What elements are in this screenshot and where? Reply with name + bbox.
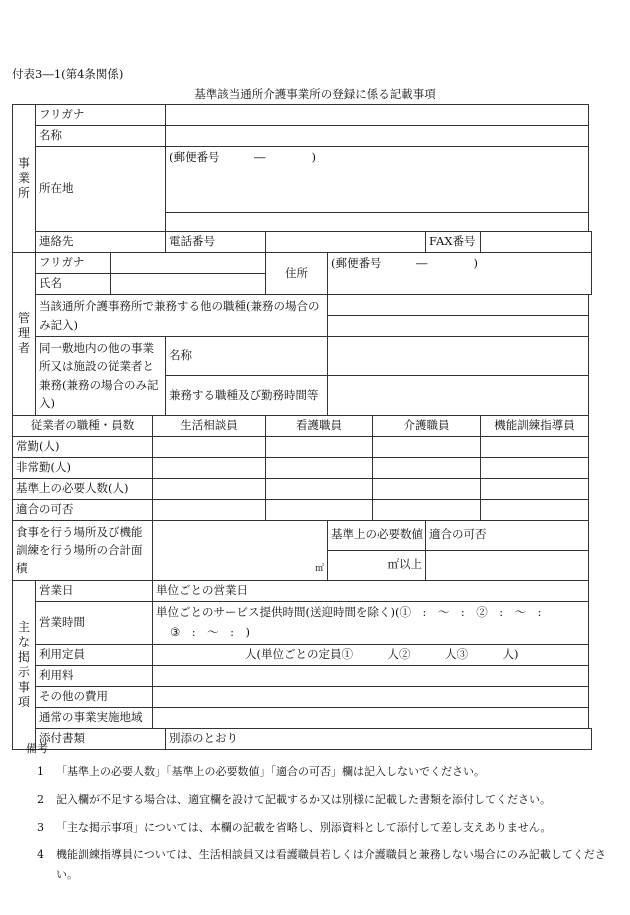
capacity-label: 利用定員	[36, 644, 153, 665]
other-costs-field[interactable]	[153, 686, 589, 707]
staff-cell[interactable]	[373, 499, 481, 520]
fee-label: 利用料	[36, 665, 153, 686]
staff-cell[interactable]	[153, 499, 266, 520]
note-item	[12, 790, 612, 810]
staff-cell[interactable]	[373, 478, 481, 499]
office-name-field[interactable]	[166, 126, 589, 147]
area-fit-field[interactable]	[426, 550, 589, 580]
notes	[12, 740, 612, 893]
staff-col-trainer: 機能訓練指導員	[481, 415, 589, 436]
staff-col-nurse: 看護職員	[266, 415, 373, 436]
note-text: 機能訓練指導員については、生活相談員又は看護職員若しくは介護職員と兼務しない場合にのみ記載してください。	[56, 848, 606, 882]
area-label: 食事を行う場所及び機能訓練を行う場所の合計面積	[13, 520, 153, 580]
business-hours-value[interactable]	[153, 601, 589, 644]
manager-address-field[interactable]: (郵便番号 ― )	[328, 253, 592, 295]
area-required-label: 基準上の必要数値	[328, 520, 426, 550]
staff-row-parttime: 非常勤(人)	[13, 457, 153, 478]
staff-row-fulltime: 常勤(人)	[13, 436, 153, 457]
office-address-field[interactable]	[166, 192, 589, 213]
staff-cell[interactable]	[481, 478, 589, 499]
staff-cell[interactable]	[266, 478, 373, 499]
business-hours-line-2: ③ : ～ : )	[170, 624, 251, 639]
manager-section-label: 管理者	[13, 253, 36, 416]
office-address-label: 所在地	[36, 147, 166, 232]
staff-cell[interactable]	[153, 436, 266, 457]
area-region-field[interactable]	[153, 707, 589, 728]
office-fax-field[interactable]	[481, 232, 592, 253]
staff-cell[interactable]	[266, 499, 373, 520]
staff-row-required: 基準上の必要人数(人)	[13, 478, 153, 499]
notes-heading: 備考	[26, 742, 48, 755]
note-text: 「主な掲示事項」については、本欄の記載を省略し、別添資料として添付して差し支えありません。	[56, 820, 552, 834]
note-number: 3	[37, 820, 44, 834]
note-item	[12, 845, 612, 885]
staff-cell[interactable]	[153, 478, 266, 499]
table-label: 付表3―1(第4条関係)	[12, 67, 124, 81]
manager-other-role-label: 兼務する職種及び勤務時間等	[166, 376, 328, 415]
capacity-value[interactable]: 人(単位ごとの定員① 人② 人③ 人)	[153, 644, 589, 665]
attachments-label: 添付書類	[36, 728, 166, 749]
staff-header: 従業者の職種・員数	[13, 415, 153, 436]
manager-other-role-field[interactable]	[328, 376, 589, 415]
manager-furigana-label: フリガナ	[36, 253, 111, 274]
office-postal-field[interactable]: (郵便番号 ― )	[166, 147, 589, 193]
other-costs-label: その他の費用	[36, 686, 153, 707]
area-fit-label: 適合の可否	[426, 520, 589, 550]
office-furigana-field[interactable]	[166, 105, 589, 126]
business-days-value[interactable]: 単位ごとの営業日	[153, 580, 589, 601]
staff-col-counselor: 生活相談員	[153, 415, 266, 436]
office-fax-label: FAX番号	[426, 232, 481, 253]
staff-cell[interactable]	[153, 457, 266, 478]
staff-cell[interactable]	[266, 457, 373, 478]
note-number: 1	[37, 765, 44, 778]
note-number: 4	[37, 848, 44, 862]
registration-form-table	[12, 104, 592, 750]
office-furigana-label: フリガナ	[36, 105, 166, 126]
note-text: 「基準上の必要人数」「基準上の必要数値」「適合の可否」欄は記入しないでください。	[56, 765, 485, 778]
manager-other-name-label: 名称	[166, 337, 328, 376]
manager-other-name-field[interactable]	[328, 337, 589, 376]
note-number: 2	[37, 792, 44, 806]
manager-concurrent-same-label: 当該通所介護事務所で兼務する他の職種(兼務の場合のみ記入)	[36, 295, 328, 337]
manager-address-label: 住所	[266, 253, 328, 295]
area-required-unit: ㎡以上	[328, 550, 426, 580]
staff-cell[interactable]	[481, 457, 589, 478]
note-text: 記入欄が不足する場合は、適宜欄を設けて記載するか又は別様に記載した書類を添付してください。	[56, 792, 551, 806]
office-name-label: 名称	[36, 126, 166, 147]
business-hours-line-1: 単位ごとのサービス提供時間(送迎時間を除く)(① : ～ : ② : ～ :	[156, 605, 542, 620]
office-address-field-2[interactable]	[166, 213, 589, 232]
manager-name-label: 氏名	[36, 274, 111, 295]
fee-field[interactable]	[153, 665, 589, 686]
area-region-label: 通常の事業実施地域	[36, 707, 153, 728]
office-phone-field[interactable]	[266, 232, 426, 253]
staff-col-caregiver: 介護職員	[373, 415, 481, 436]
office-section-label: 事業所	[13, 105, 36, 253]
staff-cell[interactable]	[266, 436, 373, 457]
staff-cell[interactable]	[481, 499, 589, 520]
office-phone-label: 電話番号	[166, 232, 266, 253]
business-days-label: 営業日	[36, 580, 153, 601]
main-items-section-label: 主な掲示事項	[13, 580, 36, 749]
staff-cell[interactable]	[481, 436, 589, 457]
manager-concurrent-same-field[interactable]	[328, 295, 589, 316]
note-item	[12, 762, 612, 782]
staff-row-fit: 適合の可否	[13, 499, 153, 520]
manager-concurrent-same-field-2[interactable]	[328, 316, 589, 337]
staff-cell[interactable]	[373, 436, 481, 457]
manager-name-field[interactable]	[111, 274, 266, 295]
manager-furigana-field[interactable]	[111, 253, 266, 274]
office-contact-label: 連絡先	[36, 232, 166, 253]
manager-concurrent-other-label: 同一敷地内の他の事業所又は施設の従業者と兼務(兼務の場合のみ記入)	[36, 337, 166, 416]
attachments-value[interactable]: 別添のとおり	[166, 728, 592, 749]
business-hours-label: 営業時間	[36, 601, 153, 644]
page-title: 基準該当通所介護事業所の登録に係る記載事項	[194, 87, 436, 101]
area-value-field[interactable]: ㎡	[153, 520, 328, 580]
staff-cell[interactable]	[373, 457, 481, 478]
note-item	[12, 818, 612, 838]
